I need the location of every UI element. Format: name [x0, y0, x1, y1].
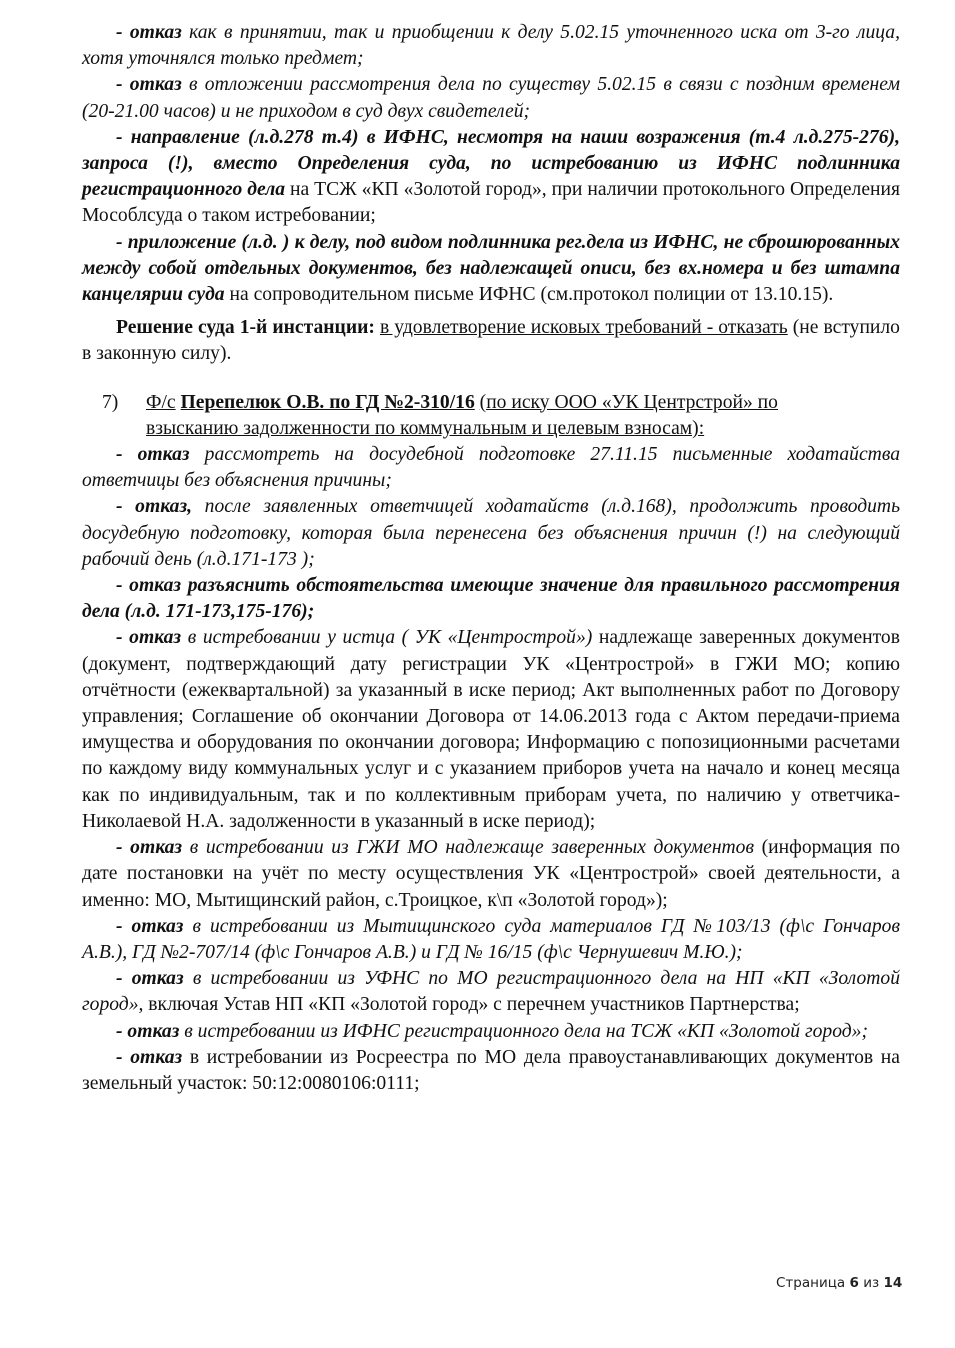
section-number: 7): [102, 391, 119, 413]
decision-paragraph: [82, 315, 900, 367]
section-heading: [102, 390, 870, 442]
paragraph-text: на ТСЖ «КП «Золотой город», при наличии протокольного Определения Мособлсуда о таком истребовании;: [82, 179, 900, 227]
paragraph-attachment: [82, 230, 900, 309]
decision-label: Решение суда 1-й инстанции:: [116, 317, 375, 339]
paragraph-text: надлежаще заверенных документов (документ, подтверждающий дату регистрации УК «Центрострой» в ГЖИ МО; копию отчётности (ежеквартальной) за указанный в иске период; Акт выполненных работ по Договору управления; Соглашение об окончании Договора от 14.06.2013 года с Актом передачи-приема имущества и оборудования по окончании договора; Информацию с попозиционными расчетами по каждому виду коммунальных услуг и с указанием приборов учета на начало и конец месяца как по индивидуальным, так и по коллективным приборам учета, по наличию у ответчика-Николаевой Н.А. задолженности в указанный в иске период);: [82, 627, 900, 832]
page-total: 14: [883, 1275, 903, 1291]
paragraph-refusal-ufns: [82, 966, 900, 1018]
paragraph-text: в истребовании из Росреестра по МО дела правоустанавливающих документов на земельный участок: 50:12:0080106:0111;: [82, 1046, 900, 1094]
paragraph-refusal-claimant-docs: [82, 625, 900, 835]
refusal-label: - отказ: [116, 837, 183, 859]
paragraph-italic-text: в истребовании из ИФНС регистрационного дела на ТСЖ «КП «Золотой город»;: [184, 1020, 868, 1042]
paragraph-italic-text: в истребовании из Мытищинского суда материалов ГД №103/13 (ф\с Гончаров А.В.), ГД №2-707/14 (ф\с Гончаров А.В.) и ГД № 16/15 (ф\с Чернушевич М.Ю.);: [82, 915, 900, 963]
paragraph-text: (информация по дате постановки на учёт по месту осуществления УК «Центрострой» своей деятельности, а именно: МО, Мытищинский район, с.Троицкое, к\п «Золотой город»);: [82, 837, 900, 911]
section-case: Перепелюк О.В. по ГД №2-310/16: [180, 391, 475, 413]
paragraph-refusal-court-materials: [82, 914, 900, 966]
refusal-label: - отказ: [116, 74, 182, 96]
paragraph-refusal-continue: [82, 494, 900, 573]
paragraph-italic-text: в истребовании из УФНС по МО регистрационного дела на НП «КП «Золотой город»,: [82, 968, 900, 1016]
paragraph-text: в отложении рассмотрения дела по существу 5.02.15 в связи с поздним временем (20-21.00 часов) и не приходом в суд двух свидетелей;: [82, 74, 900, 122]
section-subject: (по иску ООО «УК Центрстрой» по взысканию задолженности по коммунальным и целевым взносам):: [146, 391, 778, 439]
paragraph-italic-text: в истребовании у истца ( УК «Центрострой»): [187, 627, 593, 649]
page-footer: [776, 1275, 916, 1291]
refusal-label: - отказ: [116, 968, 184, 990]
refusal-label: - отказ: [116, 1020, 180, 1042]
refusal-label: - отказ: [116, 22, 182, 43]
paragraph-text: рассмотреть на досудебной подготовке 27.11.15 письменные ходатайства ответчицы без объяснения причины;: [82, 444, 900, 492]
paragraph-refusal-pretrial: [82, 442, 900, 494]
paragraph-refusal-ifns: [82, 1019, 900, 1045]
refusal-label: - отказ: [116, 1046, 183, 1068]
paragraph-text: включая Устав НП «КП «Золотой город» с перечнем участников Партнерства;: [148, 994, 800, 1016]
section-judge: Ф/с: [146, 391, 176, 413]
paragraph-text: на сопроводительном письме ИФНС (см.протокол полиции от 13.10.15).: [229, 284, 834, 306]
paragraph-refusal-rosreestr: [82, 1045, 900, 1097]
paragraph-text: после заявленных ответчицей ходатайств (л.д.168), продолжить проводить досудебную подготовку: [82, 496, 901, 544]
paragraph-emphasis: - направление (л.д.278 т.4) в ИФНС, несмотря на наши возражения (т.4 л.д.275-276), запроса (!), вместо Определения суда, по истребованию из ИФНС подлинника регистрационного дела: [82, 126, 900, 201]
page-of: из: [863, 1275, 880, 1291]
refusal-label: - отказ: [116, 627, 182, 649]
paragraph-text: как в принятии, так и приобщении к делу 5.02.15 уточненного иска от 3-го лица, хотя уточнялся только предмет;: [82, 22, 900, 70]
paragraph-text-continued: , которая была перенесена без объяснения причин (!) на следующий рабочий день (л.д.171-173 );: [82, 522, 900, 570]
page-current: 6: [849, 1275, 859, 1291]
refusal-label: - отказ: [116, 575, 182, 597]
paragraph-italic-text: в истребовании из ГЖИ МО надлежаще заверенных документов: [189, 837, 754, 859]
decision-note: (не вступило в законную силу).: [82, 317, 900, 365]
refusal-label: - отказ,: [116, 496, 192, 518]
decision-result: в удовлетворение исковых требований - отказать: [379, 317, 788, 339]
paragraph-refusal-explain: [82, 573, 900, 625]
paragraph-emphasis: - приложение (л.д. ) к делу, под видом подлинника рег.дела из ИФНС, не сброшюрованных между собой отдельных документов, без надлежащей описи, без вх.номера и без штампа канцелярии суда: [82, 231, 900, 306]
page-word: Страница: [776, 1275, 846, 1291]
paragraph-refusal-gzhi: [82, 835, 900, 914]
paragraph-refusal-clarified-claim: [82, 20, 900, 72]
refusal-label: - отказ: [116, 915, 184, 937]
paragraph-ifns-request: [82, 125, 900, 230]
refusal-label: - отказ: [116, 444, 190, 466]
paragraph-emphasis: разъяснить обстоятельства имеющие значение для правильного рассмотрения дела (л.д. 171-173,175-176);: [82, 575, 900, 623]
paragraph-refusal-postponement: [82, 72, 900, 124]
document-body: [82, 20, 900, 1097]
